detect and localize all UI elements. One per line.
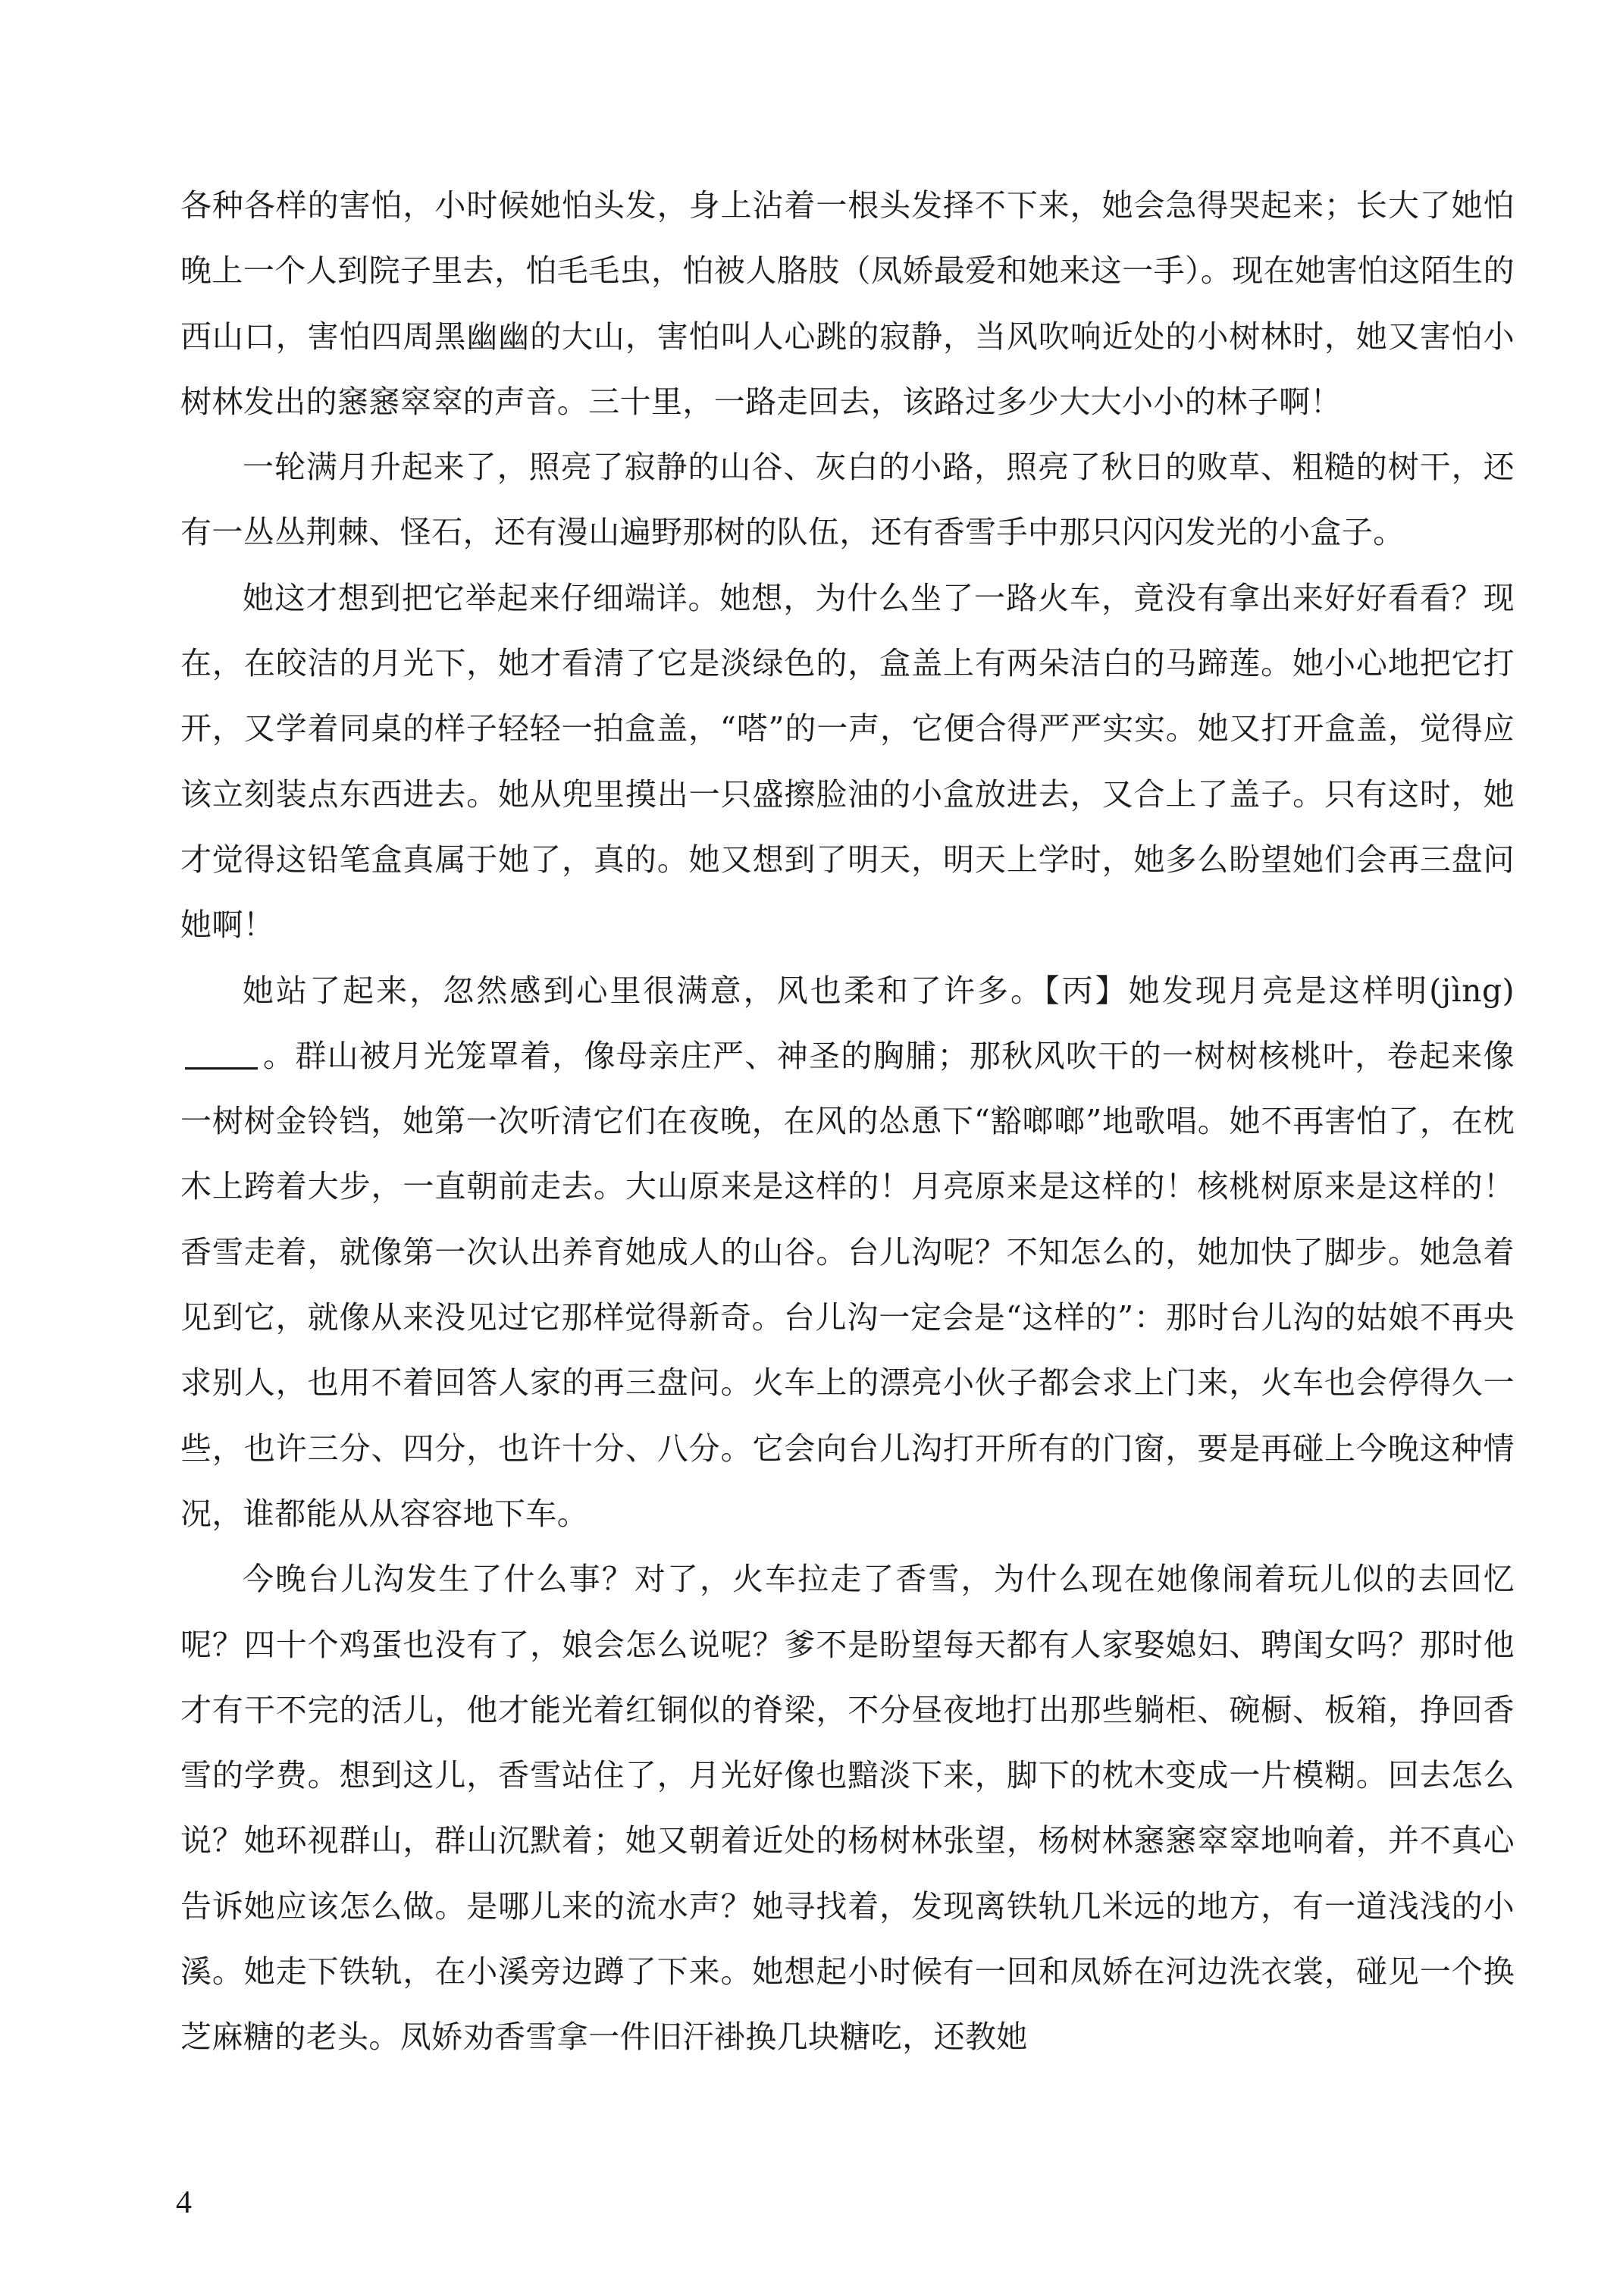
paragraph-4 — [180, 958, 1515, 1547]
body-text — [180, 173, 1515, 2070]
paragraph-4-part-2: 。群山被月光笼罩着，像母亲庄严、神圣的胸脯；那秋风吹干的一树树核桃叶，卷起来像一树树金铃铛，她第一次听清它们在夜晚，在风的怂恿下“豁啷啷”地歌唱。她不再害怕了，在枕木上跨着大步，一直朝前走去。大山原来是这样的！月亮原来是这样的！核桃树原来是这样的！香雪走着，就像第一次认出养育她成人的山谷。台儿沟呢？不知怎么的，她加快了脚步。她急着见到它，就像从来没见过它那样觉得新奇。台儿沟一定会是“这样的”：那时台儿沟的姑娘不再央求别人，也用不着回答人家的再三盘问。火车上的漂亮小伙子都会求上门来，火车也会停得久一些，也许三分、四分，也许十分、八分。它会向台儿沟打开所有的门窗，要是再碰上今晚这种情况，谁都能从从容容地下车。 — [180, 1037, 1515, 1532]
paragraph-4-part-1: 她站了起来，忽然感到心里很满意，风也柔和了许多。【丙】她发现月亮是这样明(jìng) — [243, 972, 1515, 1009]
paragraph-2: 一轮满月升起来了，照亮了寂静的山谷、灰白的小路，照亮了秋日的败草、粗糙的树干，还有一丛丛荆棘、怪石，还有漫山遍野那树的队伍，还有香雪手中那只闪闪发光的小盒子。 — [180, 449, 1515, 551]
paragraph-3: 她这才想到把它举起来仔细端详。她想，为什么坐了一路火车，竟没有拿出来好好看看？现在，在皎洁的月光下，她才看清了它是淡绿色的，盒盖上有两朵洁白的马蹄莲。她小心地把它打开，又学着同桌的样子轻轻一拍盒盖，“嗒”的一声，它便合得严严实实。她又打开盒盖，觉得应该立刻装点东西进去。她从兜里摸出一只盛擦脸油的小盒放进去，又合上了盖子。只有这时，她才觉得这铅笔盒真属于她了，真的。她又想到了明天，明天上学时，她多么盼望她们会再三盘问她啊！ — [180, 579, 1515, 944]
fill-in-blank — [185, 1064, 258, 1070]
page-number: 4 — [176, 2185, 192, 2220]
paragraph-1: 各种各样的害怕，小时候她怕头发，身上沾着一根头发择不下来，她会急得哭起来；长大了她怕晚上一个人到院子里去，怕毛毛虫，怕被人胳肢（凤娇最爱和她来这一手）。现在她害怕这陌生的西山口，害怕四周黑幽幽的大山，害怕叫人心跳的寂静，当风吹响近处的小树林时，她又害怕小树林发出的窸窸窣窣的声音。三十里，一路走回去，该路过多少大大小小的林子啊！ — [180, 187, 1515, 420]
paragraph-5: 今晚台儿沟发生了什么事？对了，火车拉走了香雪，为什么现在她像闹着玩儿似的去回忆呢？四十个鸡蛋也没有了，娘会怎么说呢？爹不是盼望每天都有人家娶媳妇、聘闺女吗？那时他才有干不完的活儿，他才能光着红铜似的脊梁，不分昼夜地打出那些躺柜、碗橱、板箱，挣回香雪的学费。想到这儿，香雪站住了，月光好像也黯淡下来，脚下的枕木变成一片模糊。回去怎么说？她环视群山，群山沉默着；她又朝着近处的杨树林张望，杨树林窸窸窣窣地响着，并不真心告诉她应该怎么做。是哪儿来的流水声？她寻找着，发现离铁轨几米远的地方，有一道浅浅的小溪。她走下铁轨，在小溪旁边蹲了下来。她想起小时候有一回和凤娇在河边洗衣裳，碰见一个换芝麻糖的老头。凤娇劝香雪拿一件旧汗褂换几块糖吃，还教她 — [180, 1561, 1515, 2056]
